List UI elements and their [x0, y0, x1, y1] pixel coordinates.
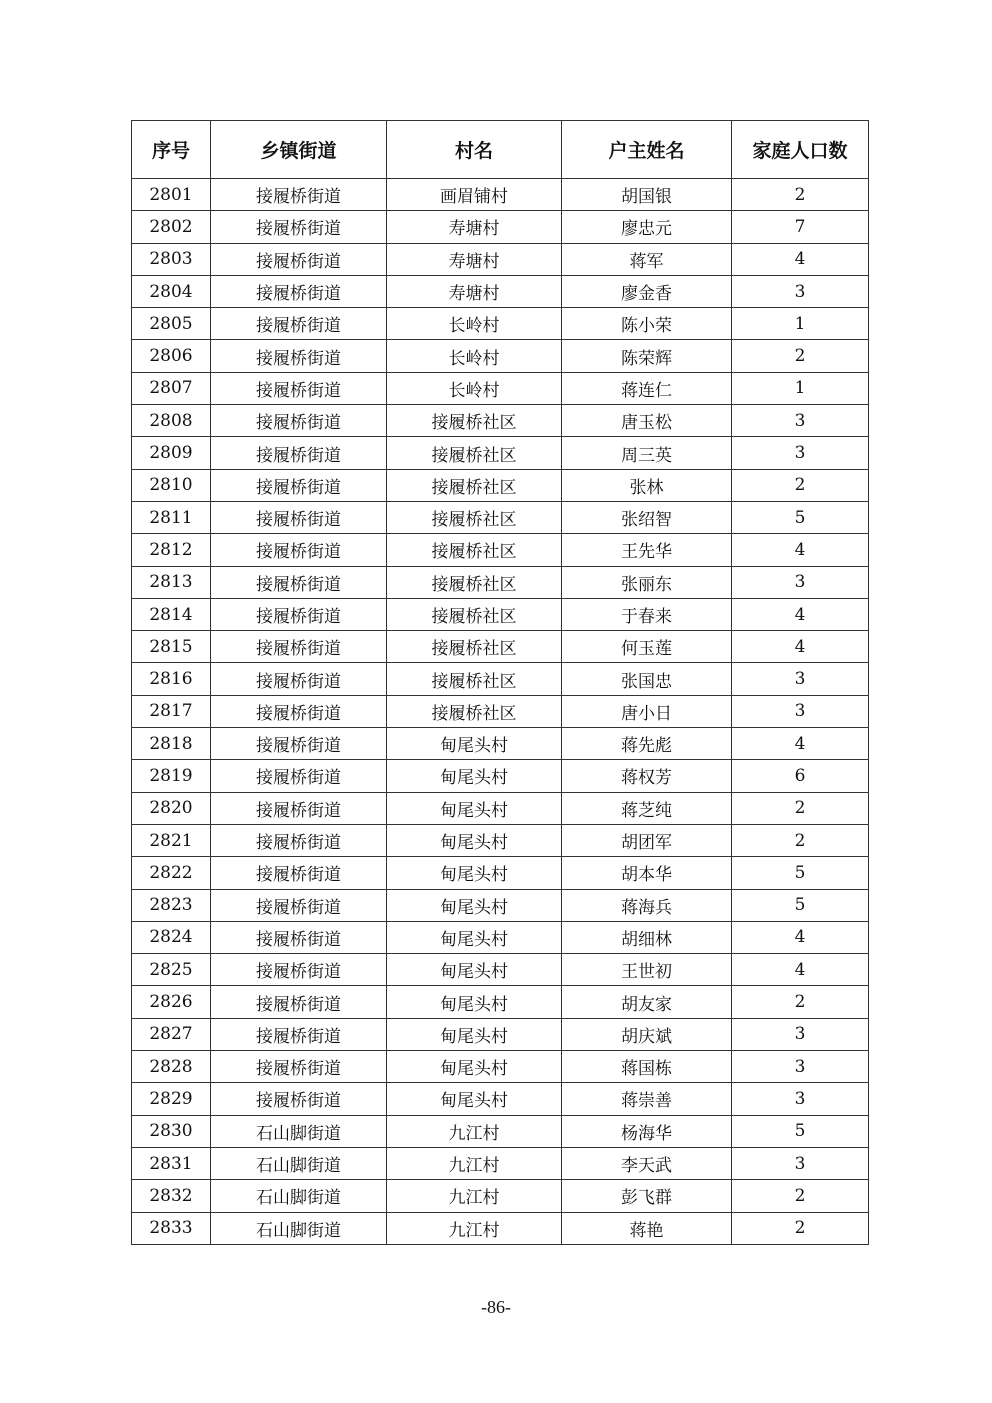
householder-name-cell: 蒋芝纯 [562, 792, 732, 824]
family-size-cell: 3 [732, 275, 869, 307]
table-row [132, 986, 869, 1018]
serial-number-cell: 2816 [132, 663, 211, 695]
householder-name-cell: 彭飞群 [562, 1180, 732, 1212]
table-header-row [132, 121, 869, 179]
village-name-cell: 甸尾头村 [387, 889, 562, 921]
table-row [132, 857, 869, 889]
table-row [132, 275, 869, 307]
township-street-cell: 接履桥街道 [211, 437, 387, 469]
township-street-cell: 接履桥街道 [211, 275, 387, 307]
householder-name-cell: 唐小日 [562, 695, 732, 727]
serial-number-cell: 2808 [132, 405, 211, 437]
householder-name-cell: 张林 [562, 469, 732, 501]
township-street-cell: 石山脚街道 [211, 1147, 387, 1179]
serial-number-cell: 2832 [132, 1180, 211, 1212]
village-name-cell: 画眉铺村 [387, 179, 562, 211]
serial-number-cell: 2815 [132, 631, 211, 663]
village-name-cell: 甸尾头村 [387, 728, 562, 760]
serial-number-cell: 2803 [132, 243, 211, 275]
village-name-cell: 甸尾头村 [387, 1018, 562, 1050]
family-size-cell: 3 [732, 1051, 869, 1083]
table-row [132, 1115, 869, 1147]
village-name-cell: 甸尾头村 [387, 857, 562, 889]
table-row [132, 1051, 869, 1083]
family-size-cell: 3 [732, 1018, 869, 1050]
householder-name-cell: 蒋连仁 [562, 372, 732, 404]
serial-number-cell: 2801 [132, 179, 211, 211]
township-street-cell: 接履桥街道 [211, 986, 387, 1018]
table-row [132, 1147, 869, 1179]
householder-name-cell: 蒋军 [562, 243, 732, 275]
family-size-cell: 2 [732, 1180, 869, 1212]
township-street-cell: 石山脚街道 [211, 1115, 387, 1147]
serial-number-cell: 2807 [132, 372, 211, 404]
township-street-cell: 接履桥街道 [211, 405, 387, 437]
header-serial-number: 序号 [132, 121, 211, 179]
serial-number-cell: 2813 [132, 566, 211, 598]
township-street-cell: 接履桥街道 [211, 372, 387, 404]
householder-name-cell: 周三英 [562, 437, 732, 469]
township-street-cell: 接履桥街道 [211, 340, 387, 372]
family-size-cell: 1 [732, 308, 869, 340]
family-size-cell: 4 [732, 921, 869, 953]
householder-name-cell: 张绍智 [562, 501, 732, 533]
village-name-cell: 长岭村 [387, 308, 562, 340]
table-row [132, 728, 869, 760]
township-street-cell: 接履桥街道 [211, 889, 387, 921]
village-name-cell: 接履桥社区 [387, 534, 562, 566]
township-street-cell: 接履桥街道 [211, 308, 387, 340]
table-row [132, 179, 869, 211]
village-name-cell: 长岭村 [387, 372, 562, 404]
householder-name-cell: 陈荣辉 [562, 340, 732, 372]
township-street-cell: 接履桥街道 [211, 631, 387, 663]
township-street-cell: 接履桥街道 [211, 1083, 387, 1115]
table-row [132, 308, 869, 340]
village-name-cell: 接履桥社区 [387, 566, 562, 598]
township-street-cell: 接履桥街道 [211, 243, 387, 275]
serial-number-cell: 2827 [132, 1018, 211, 1050]
village-name-cell: 接履桥社区 [387, 501, 562, 533]
table-row [132, 211, 869, 243]
serial-number-cell: 2810 [132, 469, 211, 501]
table-row [132, 824, 869, 856]
serial-number-cell: 2811 [132, 501, 211, 533]
family-size-cell: 2 [732, 469, 869, 501]
family-size-cell: 4 [732, 728, 869, 760]
table-row [132, 760, 869, 792]
householder-name-cell: 李天武 [562, 1147, 732, 1179]
village-name-cell: 寿塘村 [387, 211, 562, 243]
family-size-cell: 2 [732, 986, 869, 1018]
householder-name-cell: 廖金香 [562, 275, 732, 307]
table-row [132, 663, 869, 695]
village-name-cell: 接履桥社区 [387, 437, 562, 469]
householder-name-cell: 杨海华 [562, 1115, 732, 1147]
household-table [131, 120, 869, 1245]
family-size-cell: 2 [732, 824, 869, 856]
serial-number-cell: 2833 [132, 1212, 211, 1244]
householder-name-cell: 蒋海兵 [562, 889, 732, 921]
family-size-cell: 4 [732, 598, 869, 630]
serial-number-cell: 2828 [132, 1051, 211, 1083]
table-row [132, 405, 869, 437]
householder-name-cell: 于春来 [562, 598, 732, 630]
householder-name-cell: 唐玉松 [562, 405, 732, 437]
family-size-cell: 2 [732, 1212, 869, 1244]
village-name-cell: 九江村 [387, 1180, 562, 1212]
serial-number-cell: 2822 [132, 857, 211, 889]
village-name-cell: 寿塘村 [387, 243, 562, 275]
householder-name-cell: 胡本华 [562, 857, 732, 889]
family-size-cell: 5 [732, 501, 869, 533]
header-householder-name: 户主姓名 [562, 121, 732, 179]
village-name-cell: 接履桥社区 [387, 469, 562, 501]
table-row [132, 631, 869, 663]
serial-number-cell: 2802 [132, 211, 211, 243]
township-street-cell: 接履桥街道 [211, 728, 387, 760]
serial-number-cell: 2821 [132, 824, 211, 856]
header-village-name: 村名 [387, 121, 562, 179]
householder-name-cell: 蒋先彪 [562, 728, 732, 760]
householder-name-cell: 陈小荣 [562, 308, 732, 340]
header-family-size: 家庭人口数 [732, 121, 869, 179]
village-name-cell: 接履桥社区 [387, 631, 562, 663]
village-name-cell: 九江村 [387, 1147, 562, 1179]
village-name-cell: 甸尾头村 [387, 986, 562, 1018]
serial-number-cell: 2818 [132, 728, 211, 760]
family-size-cell: 3 [732, 1083, 869, 1115]
family-size-cell: 4 [732, 954, 869, 986]
header-township-street: 乡镇街道 [211, 121, 387, 179]
serial-number-cell: 2823 [132, 889, 211, 921]
table-row [132, 566, 869, 598]
family-size-cell: 2 [732, 340, 869, 372]
table-row [132, 1018, 869, 1050]
village-name-cell: 寿塘村 [387, 275, 562, 307]
township-street-cell: 接履桥街道 [211, 469, 387, 501]
village-name-cell: 甸尾头村 [387, 1083, 562, 1115]
table-row [132, 501, 869, 533]
township-street-cell: 接履桥街道 [211, 179, 387, 211]
table-row [132, 372, 869, 404]
householder-name-cell: 王先华 [562, 534, 732, 566]
table-row [132, 695, 869, 727]
village-name-cell: 甸尾头村 [387, 824, 562, 856]
serial-number-cell: 2826 [132, 986, 211, 1018]
family-size-cell: 4 [732, 631, 869, 663]
householder-name-cell: 张国忠 [562, 663, 732, 695]
householder-name-cell: 廖忠元 [562, 211, 732, 243]
serial-number-cell: 2819 [132, 760, 211, 792]
family-size-cell: 3 [732, 566, 869, 598]
table-body [132, 179, 869, 1245]
township-street-cell: 接履桥街道 [211, 857, 387, 889]
village-name-cell: 接履桥社区 [387, 598, 562, 630]
page-number: -86- [481, 1297, 511, 1317]
table-row [132, 243, 869, 275]
family-size-cell: 5 [732, 1115, 869, 1147]
serial-number-cell: 2820 [132, 792, 211, 824]
village-name-cell: 接履桥社区 [387, 663, 562, 695]
serial-number-cell: 2824 [132, 921, 211, 953]
family-size-cell: 2 [732, 179, 869, 211]
serial-number-cell: 2829 [132, 1083, 211, 1115]
householder-name-cell: 胡庆斌 [562, 1018, 732, 1050]
table-row [132, 921, 869, 953]
table-row [132, 598, 869, 630]
family-size-cell: 3 [732, 437, 869, 469]
township-street-cell: 接履桥街道 [211, 695, 387, 727]
serial-number-cell: 2817 [132, 695, 211, 727]
serial-number-cell: 2831 [132, 1147, 211, 1179]
township-street-cell: 接履桥街道 [211, 211, 387, 243]
serial-number-cell: 2805 [132, 308, 211, 340]
township-street-cell: 接履桥街道 [211, 1018, 387, 1050]
village-name-cell: 甸尾头村 [387, 1051, 562, 1083]
table-row [132, 1212, 869, 1244]
family-size-cell: 3 [732, 405, 869, 437]
village-name-cell: 甸尾头村 [387, 792, 562, 824]
table-row [132, 469, 869, 501]
householder-name-cell: 胡国银 [562, 179, 732, 211]
serial-number-cell: 2830 [132, 1115, 211, 1147]
table-row [132, 534, 869, 566]
table-row [132, 1083, 869, 1115]
village-name-cell: 甸尾头村 [387, 954, 562, 986]
village-name-cell: 甸尾头村 [387, 921, 562, 953]
township-street-cell: 接履桥街道 [211, 792, 387, 824]
table-row [132, 792, 869, 824]
village-name-cell: 接履桥社区 [387, 695, 562, 727]
family-size-cell: 3 [732, 695, 869, 727]
householder-name-cell: 蒋权芳 [562, 760, 732, 792]
village-name-cell: 接履桥社区 [387, 405, 562, 437]
householder-name-cell: 胡细林 [562, 921, 732, 953]
serial-number-cell: 2814 [132, 598, 211, 630]
township-street-cell: 接履桥街道 [211, 954, 387, 986]
village-name-cell: 九江村 [387, 1212, 562, 1244]
township-street-cell: 接履桥街道 [211, 598, 387, 630]
family-size-cell: 4 [732, 534, 869, 566]
family-size-cell: 5 [732, 857, 869, 889]
householder-name-cell: 蒋艳 [562, 1212, 732, 1244]
township-street-cell: 接履桥街道 [211, 566, 387, 598]
table-row [132, 1180, 869, 1212]
serial-number-cell: 2804 [132, 275, 211, 307]
householder-name-cell: 胡团军 [562, 824, 732, 856]
householder-name-cell: 蒋国栋 [562, 1051, 732, 1083]
householder-name-cell: 何玉莲 [562, 631, 732, 663]
serial-number-cell: 2825 [132, 954, 211, 986]
township-street-cell: 接履桥街道 [211, 501, 387, 533]
family-size-cell: 1 [732, 372, 869, 404]
family-size-cell: 2 [732, 792, 869, 824]
table-row [132, 437, 869, 469]
householder-name-cell: 王世初 [562, 954, 732, 986]
township-street-cell: 石山脚街道 [211, 1212, 387, 1244]
township-street-cell: 石山脚街道 [211, 1180, 387, 1212]
family-size-cell: 6 [732, 760, 869, 792]
serial-number-cell: 2809 [132, 437, 211, 469]
householder-name-cell: 张丽东 [562, 566, 732, 598]
township-street-cell: 接履桥街道 [211, 663, 387, 695]
table-row [132, 340, 869, 372]
table-row [132, 889, 869, 921]
village-name-cell: 长岭村 [387, 340, 562, 372]
serial-number-cell: 2812 [132, 534, 211, 566]
village-name-cell: 甸尾头村 [387, 760, 562, 792]
township-street-cell: 接履桥街道 [211, 921, 387, 953]
family-size-cell: 7 [732, 211, 869, 243]
family-size-cell: 4 [732, 243, 869, 275]
table-row [132, 954, 869, 986]
township-street-cell: 接履桥街道 [211, 760, 387, 792]
family-size-cell: 3 [732, 1147, 869, 1179]
township-street-cell: 接履桥街道 [211, 1051, 387, 1083]
family-size-cell: 5 [732, 889, 869, 921]
serial-number-cell: 2806 [132, 340, 211, 372]
householder-name-cell: 胡友家 [562, 986, 732, 1018]
township-street-cell: 接履桥街道 [211, 534, 387, 566]
village-name-cell: 九江村 [387, 1115, 562, 1147]
family-size-cell: 3 [732, 663, 869, 695]
householder-name-cell: 蒋崇善 [562, 1083, 732, 1115]
township-street-cell: 接履桥街道 [211, 824, 387, 856]
